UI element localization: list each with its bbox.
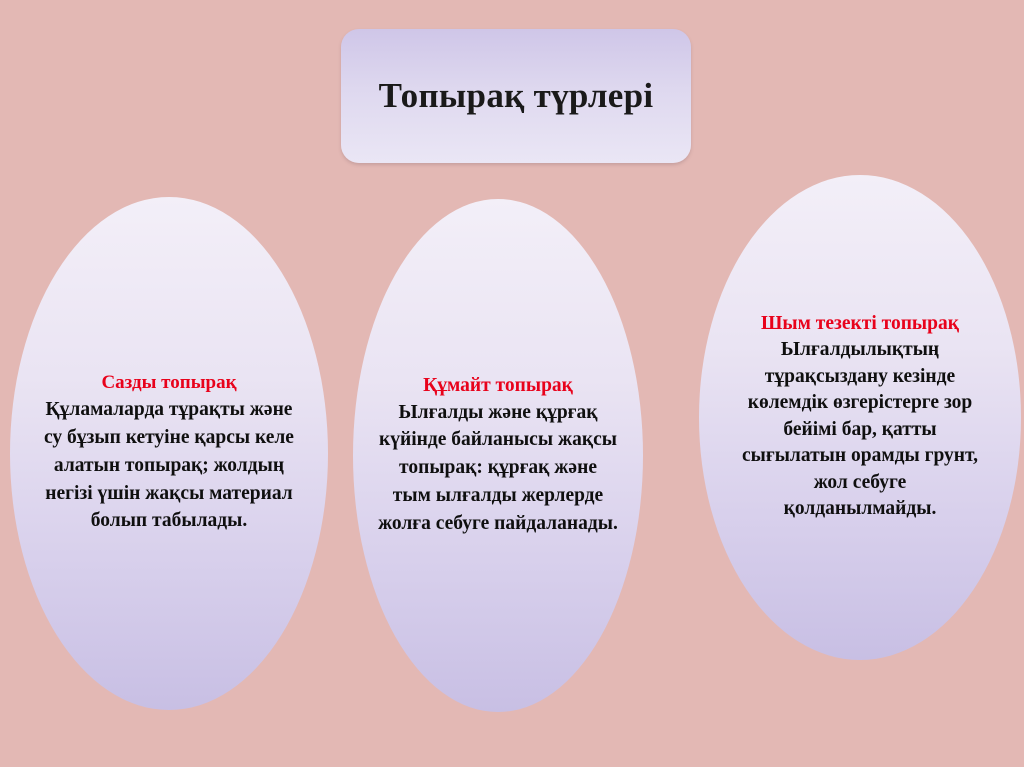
card-content-2 <box>378 374 619 537</box>
page-title: Топырақ түрлері <box>378 75 654 115</box>
card-content-1 <box>37 372 301 535</box>
soil-type-card-2 <box>353 199 643 712</box>
card-content-3 <box>738 312 983 523</box>
card-body-1: Құламаларда тұрақты және су бұзып кетуіне қарсы келе алатын топырақ; жолдың негізі үшін жақсы материал болып табылады. <box>44 399 294 532</box>
card-body-2: Ылғалды және құрғақ күйінде байланысы жақсы топырақ: құрғақ және тым ылғалды жерлерде жолға себуге пайдаланады. <box>378 401 618 534</box>
title-box <box>341 29 691 163</box>
card-body-3: Ылғалдылықтың тұрақсыздану кезінде көлемдік өзгерістерге зор бейімі бар, қатты сығылатын орамды грунт, жол себуге қолданылмайды. <box>741 339 979 520</box>
card-heading-2: Құмайт топырақ <box>423 374 573 396</box>
soil-type-card-1 <box>10 197 328 710</box>
card-heading-1: Сазды топырақ <box>101 372 237 394</box>
card-heading-3: Шым тезекті топырақ <box>761 313 959 335</box>
soil-type-card-3 <box>699 175 1021 660</box>
